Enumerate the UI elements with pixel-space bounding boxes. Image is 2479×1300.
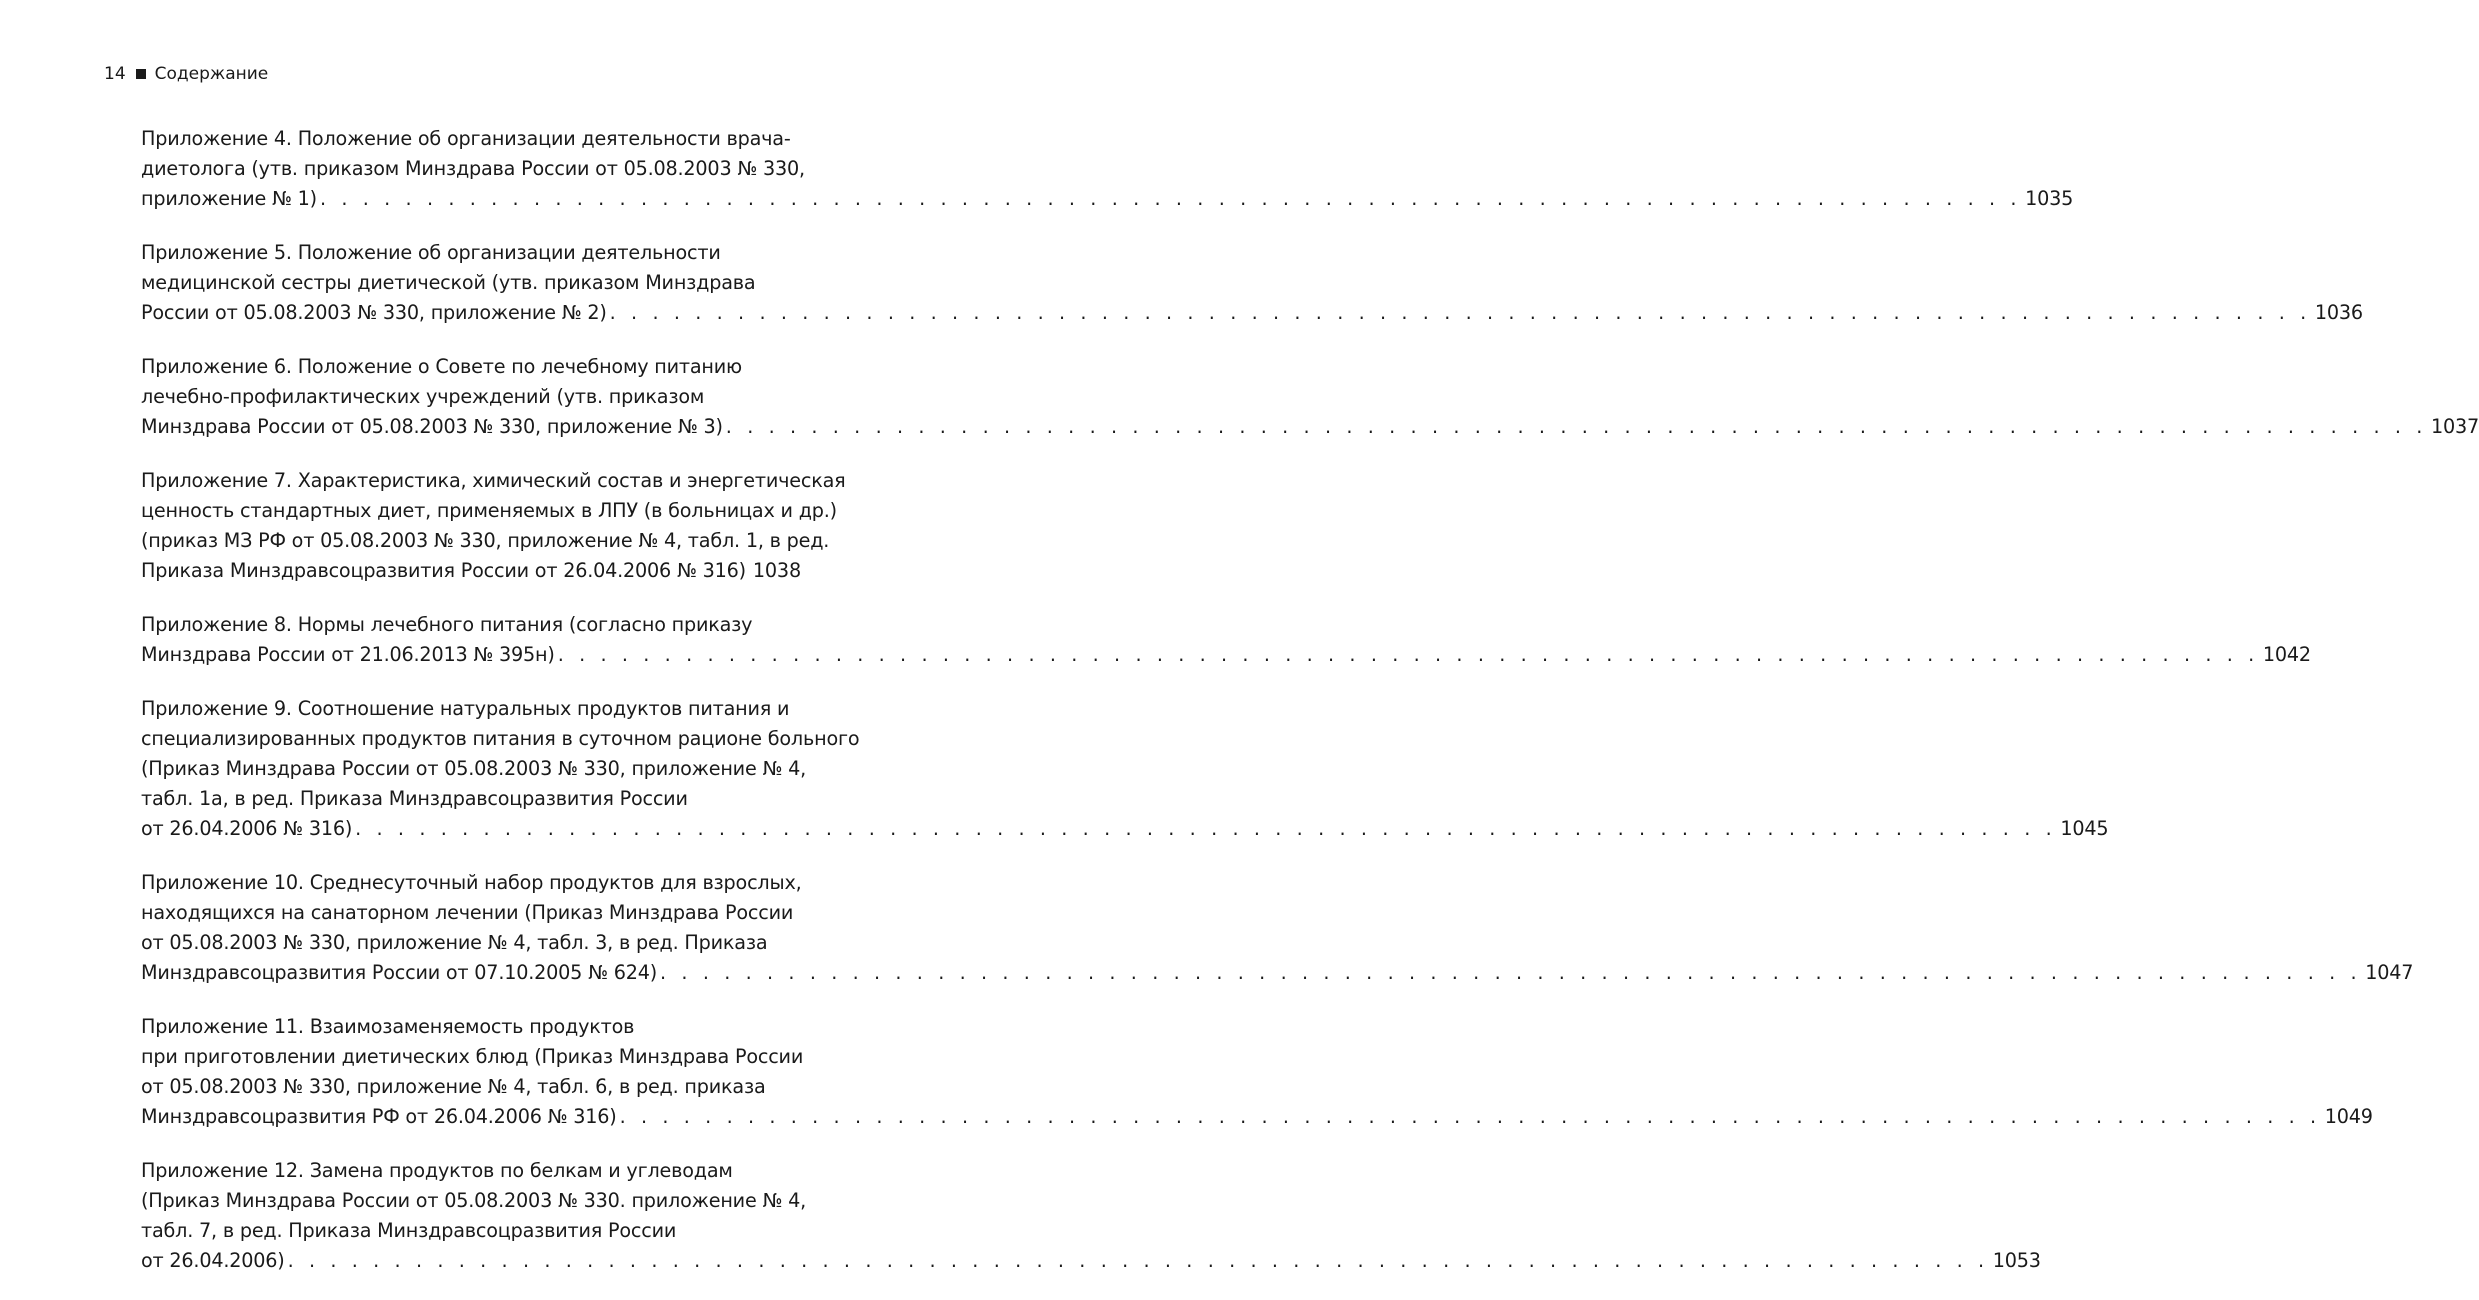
- toc-entry-line: Приложение 12. Замена продуктов по белкам и углеводам: [141, 1159, 733, 1182]
- toc-entry-line: табл. 7, в ред. Приказа Минздравсоцразвития России: [141, 1219, 677, 1242]
- square-bullet-icon: [136, 69, 146, 79]
- running-head: [104, 63, 268, 85]
- dot-leader: . . . . . . . . . . . . . . . . . . . . . . . . . . . . . . . . . . . . . . . . . . . . . . . . . . . . . . . . . . . . . . . . . . . . . . . . . . . . . . . .: [319, 187, 2022, 210]
- toc-entry-line: Приложение 10. Среднесуточный набор продуктов для взрослых,: [141, 871, 802, 894]
- toc-entry-line: от 05.08.2003 № 330, приложение № 4, табл. 6, в ред. приказа: [141, 1075, 766, 1098]
- toc-entry-last-line: [141, 814, 2109, 844]
- toc-entry-line: Приложение 9. Соотношение натуральных продуктов питания и: [141, 697, 790, 720]
- toc-entry-line: Приложение 5. Положение об организации деятельности: [141, 241, 721, 264]
- toc-entry-last-line: [141, 412, 2479, 442]
- toc-entry-line: табл. 1а, в ред. Приказа Минздравсоцразвития России: [141, 787, 688, 810]
- toc-entry-text: от 26.04.2006 № 316): [141, 817, 353, 840]
- toc-entry-last-line: [141, 298, 2363, 328]
- dot-leader: . . . . . . . . . . . . . . . . . . . . . . . . . . . . . . . . . . . . . . . . . . . . . . . . . . . . . . . . . . . . . . . . . . . . . . . . . . . . . . . .: [725, 415, 2427, 438]
- toc-entry-text: приложение № 1): [141, 187, 317, 210]
- dot-leader: . . . . . . . . . . . . . . . . . . . . . . . . . . . . . . . . . . . . . . . . . . . . . . . . . . . . . . . . . . . . . . . . . . . . . . . . . . . . . . . .: [355, 817, 2057, 840]
- dot-leader: . . . . . . . . . . . . . . . . . . . . . . . . . . . . . . . . . . . . . . . . . . . . . . . . . . . . . . . . . . . . . . . . . . . . . . . . . . . . . . . .: [287, 1249, 1989, 1272]
- dot-leader: . . . . . . . . . . . . . . . . . . . . . . . . . . . . . . . . . . . . . . . . . . . . . . . . . . . . . . . . . . . . . . . . . . . . . . . . . . . . . . . .: [609, 301, 2311, 324]
- toc-entry[interactable]: [141, 1012, 2373, 1132]
- toc-entry-line: Приложение 8. Нормы лечебного питания (согласно приказу: [141, 613, 753, 636]
- toc-entry-line: при приготовлении диетических блюд (Приказ Минздрава России: [141, 1045, 804, 1068]
- toc-page-number: 1049: [2324, 1105, 2373, 1128]
- toc-entry-text: от 26.04.2006): [141, 1249, 285, 1272]
- toc-entry-text: Приказа Минздравсоцразвития России от 26.04.2006 № 316): [141, 559, 746, 582]
- table-of-contents: [141, 124, 2479, 1300]
- toc-entry-line: специализированных продуктов питания в суточном рационе больного: [141, 727, 860, 750]
- toc-page-number: 1042: [2262, 643, 2311, 666]
- toc-entry-line: находящихся на санаторном лечении (Приказ Минздрава России: [141, 901, 794, 924]
- toc-entry-text: Минздрава России от 05.08.2003 № 330, приложение № 3): [141, 415, 723, 438]
- toc-page-number: 1037: [2430, 415, 2479, 438]
- toc-page-number: 1038: [752, 559, 801, 582]
- toc-entry[interactable]: [141, 238, 2363, 328]
- toc-entry[interactable]: [141, 694, 2109, 844]
- toc-entry-text: Минздравсоцразвития РФ от 26.04.2006 № 316): [141, 1105, 617, 1128]
- toc-entry[interactable]: [141, 1156, 2041, 1276]
- toc-entry-line: Приложение 4. Положение об организации деятельности врача-: [141, 127, 791, 150]
- toc-entry-last-line: [141, 184, 2074, 214]
- toc-entry-last-line: [141, 640, 2311, 670]
- section-title: Содержание: [154, 64, 269, 84]
- toc-entry-line: от 05.08.2003 № 330, приложение № 4, табл. 3, в ред. Приказа: [141, 931, 768, 954]
- toc-entry-text: России от 05.08.2003 № 330, приложение № 2): [141, 301, 607, 324]
- toc-page-number: 1053: [1992, 1249, 2041, 1272]
- toc-entry-line: ценность стандартных диет, применяемых в ЛПУ (в больницах и др.): [141, 499, 837, 522]
- dot-leader: . . . . . . . . . . . . . . . . . . . . . . . . . . . . . . . . . . . . . . . . . . . . . . . . . . . . . . . . . . . . . . . . . . . . . . . . . . . . . . . .: [660, 961, 2362, 984]
- toc-entry[interactable]: [141, 466, 846, 586]
- toc-entry-line: Приложение 7. Характеристика, химический состав и энергетическая: [141, 469, 846, 492]
- toc-entry-last-line: [141, 1102, 2373, 1132]
- toc-entry[interactable]: [141, 610, 2311, 670]
- toc-entry[interactable]: [141, 868, 2414, 988]
- toc-entry[interactable]: [141, 352, 2479, 442]
- dot-leader: . . . . . . . . . . . . . . . . . . . . . . . . . . . . . . . . . . . . . . . . . . . . . . . . . . . . . . . . . . . . . . . . . . . . . . . . . . . . . . . .: [619, 1105, 2321, 1128]
- toc-page-number: 1045: [2060, 817, 2109, 840]
- toc-entry-text: Минздравсоцразвития России от 07.10.2005 № 624): [141, 961, 658, 984]
- toc-entry-line: (приказ МЗ РФ от 05.08.2003 № 330, приложение № 4, табл. 1, в ред.: [141, 529, 830, 552]
- toc-entry-last-line: [141, 1246, 2041, 1276]
- toc-entry-line: диетолога (утв. приказом Минздрава России от 05.08.2003 № 330,: [141, 157, 805, 180]
- toc-entry-last-line: [141, 556, 801, 586]
- toc-page-number: 1036: [2314, 301, 2363, 324]
- toc-entry-line: (Приказ Минздрава России от 05.08.2003 № 330. приложение № 4,: [141, 1189, 807, 1212]
- toc-entry-text: Минздрава России от 21.06.2013 № 395н): [141, 643, 555, 666]
- dot-leader: . . . . . . . . . . . . . . . . . . . . . . . . . . . . . . . . . . . . . . . . . . . . . . . . . . . . . . . . . . . . . . . . . . . . . . . . . . . . . . . .: [557, 643, 2259, 666]
- page-number: 14: [104, 64, 126, 84]
- toc-entry-line: Приложение 6. Положение о Совете по лечебному питанию: [141, 355, 743, 378]
- toc-entry-line: медицинской сестры диетической (утв. приказом Минздрава: [141, 271, 756, 294]
- toc-entry-line: (Приказ Минздрава России от 05.08.2003 № 330, приложение № 4,: [141, 757, 807, 780]
- toc-page-number: 1047: [2365, 961, 2414, 984]
- toc-entry-line: лечебно-профилактических учреждений (утв. приказом: [141, 385, 705, 408]
- toc-entry[interactable]: [141, 124, 2074, 214]
- toc-entry-last-line: [141, 958, 2414, 988]
- toc-entry-line: Приложение 11. Взаимозаменяемость продуктов: [141, 1015, 635, 1038]
- toc-page-number: 1035: [2025, 187, 2074, 210]
